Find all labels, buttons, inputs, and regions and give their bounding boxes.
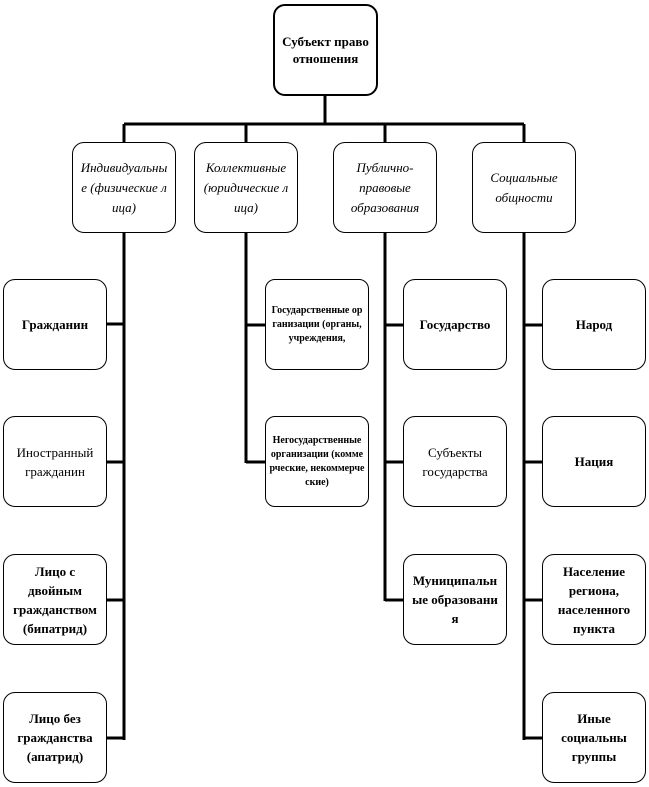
category-social	[472, 142, 576, 233]
item-nonstate-organizations	[265, 416, 369, 507]
item-nonstate-organizations-label: Негосударственные организации (коммерческие, некоммерческие)	[269, 434, 365, 488]
root-label: Субъект правоотношения	[282, 34, 369, 66]
category-individual	[72, 142, 176, 233]
item-foreign-citizen-label: Иностранный гражданин	[16, 444, 94, 479]
item-people-label: Народ	[575, 317, 613, 332]
item-municipal-label: Муниципальные образования	[412, 573, 498, 626]
item-citizen	[3, 279, 107, 370]
item-bipatride-label: Лицо с двойным гражданством (бипатрид)	[13, 563, 97, 636]
item-stateless-label: Лицо без гражданства (апатрид)	[17, 711, 93, 764]
item-population-label: Население региона, населенного пункта	[557, 563, 631, 636]
item-other-social-groups-label: Иные социальны группы	[561, 711, 627, 764]
category-individual-label: Индивидуальные (физические лица)	[80, 159, 168, 215]
category-collective	[194, 142, 298, 233]
item-citizen-label: Гражданин	[21, 317, 89, 332]
item-state-label: Государство	[419, 317, 491, 332]
item-nation	[542, 416, 646, 507]
category-public-label: Публично-правовые образования	[350, 159, 420, 215]
item-stateless	[3, 692, 107, 783]
item-population	[542, 554, 646, 645]
item-state-organizations-label: Государственные организации (органы, учреждения,	[271, 304, 363, 344]
item-nation-label: Нация	[574, 454, 614, 469]
item-foreign-citizen	[3, 416, 107, 507]
root-node	[273, 4, 378, 96]
item-state	[403, 279, 507, 370]
item-municipal	[403, 554, 507, 645]
category-public	[333, 142, 437, 233]
item-state-organizations	[265, 279, 369, 370]
category-collective-label: Коллективные (юридические лица)	[203, 159, 289, 215]
item-other-social-groups	[542, 692, 646, 783]
item-state-subjects	[403, 416, 507, 507]
item-state-subjects-label: Субъекты государства	[422, 444, 488, 479]
item-people	[542, 279, 646, 370]
item-bipatride	[3, 554, 107, 645]
category-social-label: Социальные общности	[490, 169, 558, 205]
